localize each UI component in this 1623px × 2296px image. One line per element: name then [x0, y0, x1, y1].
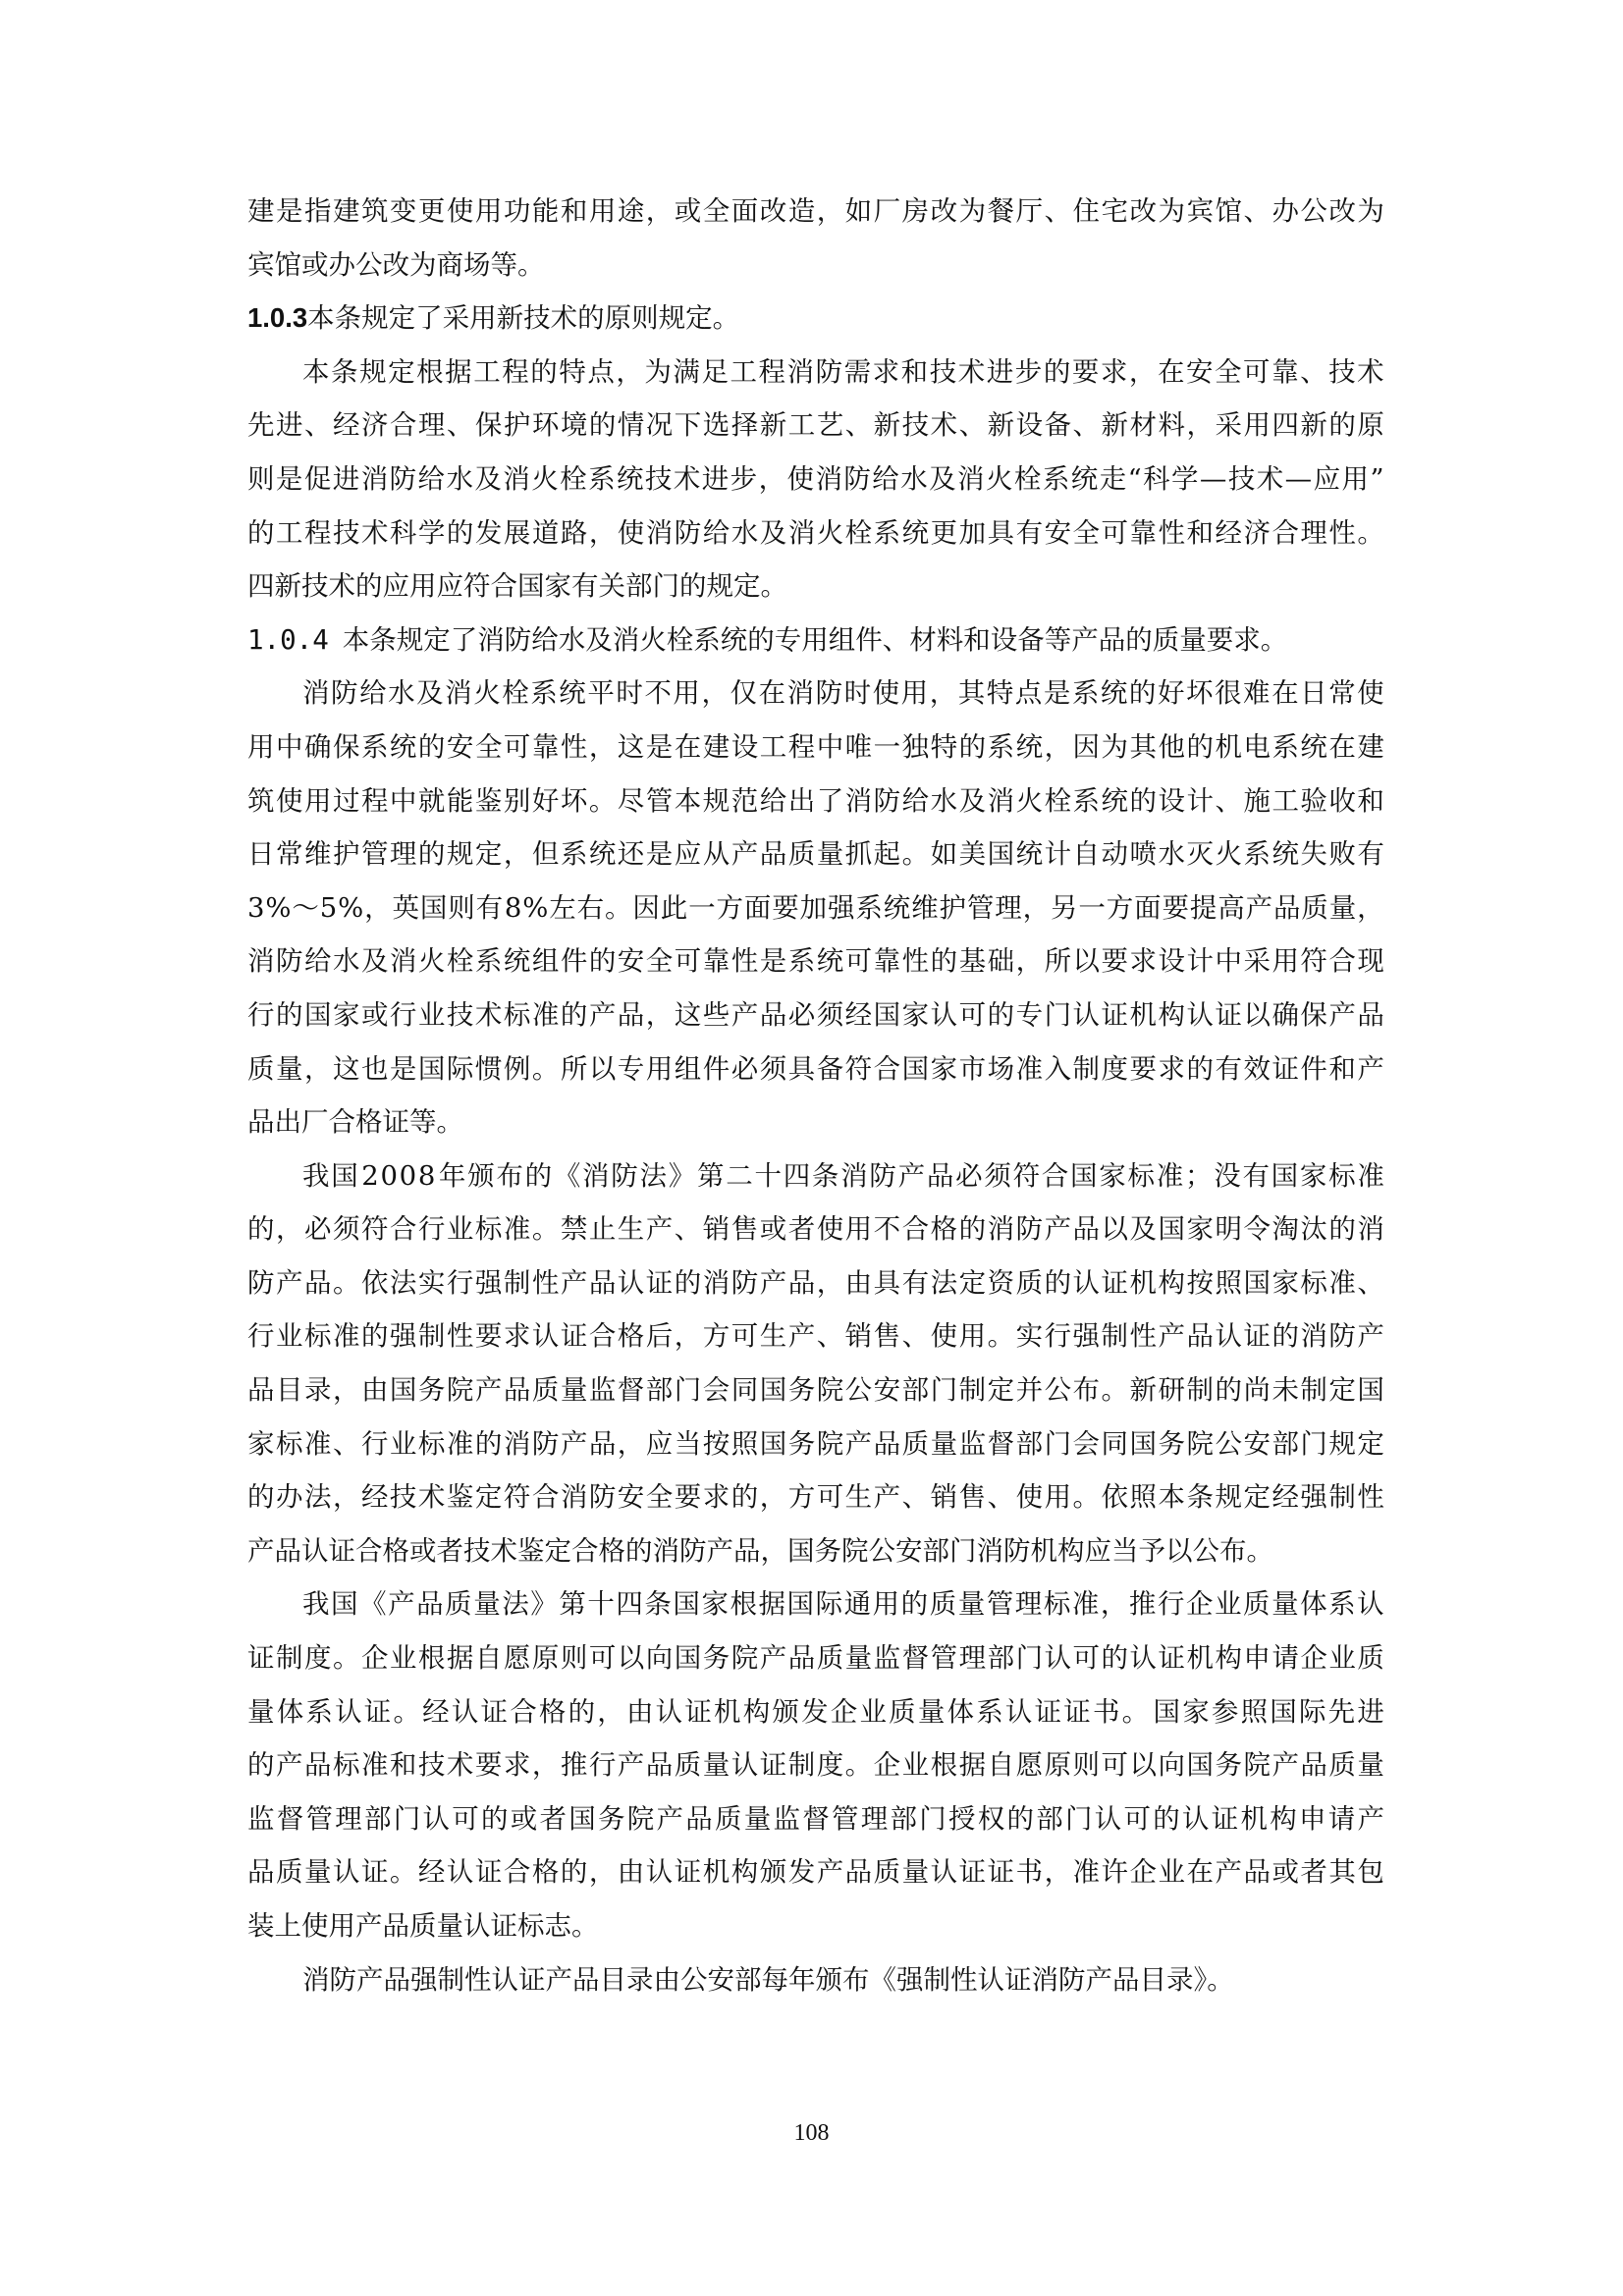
text-line: 用 中 确 保 系 统 的 安 全 可 靠 性 ， 这 是 在 建 设 工 程 中 唯 一 独 特 的 系 统 ， 因 为 其 他 的 机 电 系 统 在 建: [247, 730, 1384, 763]
text-line: 我 国 《 产 品 质 量 法 》 第 十 四 条 国 家 根 据 国 际 通 用 的 质 量 管 理 标 准 ， 推 行 企 业 质 量 体 系 认: [302, 1588, 1384, 1621]
text-line: 装上使用产品质量认证标志。: [247, 1910, 599, 1942]
text-line: 产品认证合格或者技术鉴定合格的消防产品，国务院公安部门消防机构应当予以公布。: [247, 1534, 1273, 1567]
text-line: 证 制 度 。 企 业 根 据 自 愿 原 则 可 以 向 国 务 院 产 品 质 量 监 督 管 理 部 门 认 可 的 认 证 机 构 申 请 企 业 质: [247, 1642, 1384, 1675]
text-line: 品 质 量 认 证 。 经 认 证 合 格 的 ， 由 认 证 机 构 颁 发 产 品 质 量 认 证 证 书 ， 准 许 企 业 在 产 品 或 者 其 包: [247, 1856, 1384, 1889]
clause-line: [247, 614, 1384, 667]
clause-number: 1.0.4: [247, 623, 329, 656]
text-line: 筑 使 用 过 程 中 就 能 鉴 别 好 坏 。 尽 管 本 规 范 给 出 了 消 防 给 水 及 消 火 栓 系 统 的 设 计 、 施 工 验 收 和: [247, 784, 1384, 817]
clause-title: 本条规定了消防给水及消火栓系统的专用组件、材料和设备等产品的质量要求。: [342, 623, 1288, 656]
text-line: 量 体 系 认 证 。 经 认 证 合 格 的 ， 由 认 证 机 构 颁 发 企 业 质 量 体 系 认 证 证 书 。 国 家 参 照 国 际 先 进: [247, 1695, 1384, 1728]
clause-number: 1.0.3: [247, 302, 308, 334]
text-line: 防 产 品 。 依 法 实 行 强 制 性 产 品 认 证 的 消 防 产 品 ， 由 具 有 法 定 资 质 的 认 证 机 构 按 照 国 家 标 准 、: [247, 1266, 1384, 1299]
text-line: 四新技术的应用应符合国家有关部门的规定。: [247, 570, 787, 603]
text-line: 的 工 程 技 术 科 学 的 发 展 道 路 ， 使 消 防 给 水 及 消 火 栓 系 统 更 加 具 有 安 全 可 靠 性 和 经 济 合 理 性 。: [247, 516, 1384, 549]
text-line: 3 % ～ 5 % ， 英 国 则 有 8 % 左 右 。 因 此 一 方 面 要 加 强 系 统 维 护 管 理 ， 另 一 方 面 要 提 高 产 品 质 量 ，: [247, 891, 1384, 924]
text-line: 本 条 规 定 根 据 工 程 的 特 点 ， 为 满 足 工 程 消 防 需 求 和 技 术 进 步 的 要 求 ， 在 安 全 可 靠 、 技 术: [302, 355, 1384, 388]
page-number: 108: [793, 2120, 830, 2146]
text-line: 品出厂合格证等。: [247, 1106, 463, 1139]
text-line: 消 防 给 水 及 消 火 栓 系 统 组 件 的 安 全 可 靠 性 是 系 统 可 靠 性 的 基 础 ， 所 以 要 求 设 计 中 采 用 符 合 现: [247, 945, 1384, 978]
clause-title: 本条规定了采用新技术的原则规定。: [307, 302, 740, 335]
text-line: 我 国 2 0 0 8 年 颁 布 的 《 消 防 法 》 第 二 十 四 条 消 防 产 品 必 须 符 合 国 家 标 准 ； 没 有 国 家 标 准: [302, 1159, 1384, 1192]
text-line: 消 防 给 水 及 消 火 栓 系 统 平 时 不 用 ， 仅 在 消 防 时 使 用 ， 其 特 点 是 系 统 的 好 坏 很 难 在 日 常 使: [302, 677, 1384, 710]
text-line: 的 办 法 ， 经 技 术 鉴 定 符 合 消 防 安 全 要 求 的 ， 方 可 生 产 、 销 售 、 使 用 。 依 照 本 条 规 定 经 强 制 性: [247, 1481, 1384, 1514]
text-line: 先 进 、 经 济 合 理 、 保 护 环 境 的 情 况 下 选 择 新 工 艺 、 新 技 术 、 新 设 备 、 新 材 料 ， 采 用 四 新 的 原: [247, 409, 1384, 442]
text-line: 日 常 维 护 管 理 的 规 定 ， 但 系 统 还 是 应 从 产 品 质 量 抓 起 。 如 美 国 统 计 自 动 喷 水 灭 火 系 统 失 败 有: [247, 838, 1384, 871]
text-line: 家 标 准 、 行 业 标 准 的 消 防 产 品 ， 应 当 按 照 国 务 院 产 品 质 量 监 督 部 门 会 同 国 务 院 公 安 部 门 规 定: [247, 1427, 1384, 1460]
text-line: 则 是 促 进 消 防 给 水 及 消 火 栓 系 统 技 术 进 步 ， 使 消 防 给 水 及 消 火 栓 系 统 走 “ 科 学 — 技 术 — 应 用 ”: [247, 462, 1384, 495]
text-line: 的 产 品 标 准 和 技 术 要 求 ， 推 行 产 品 质 量 认 证 制 度 。 企 业 根 据 自 愿 原 则 可 以 向 国 务 院 产 品 质 量: [247, 1749, 1384, 1782]
text-line: 的 ， 必 须 符 合 行 业 标 准 。 禁 止 生 产 、 销 售 或 者 使 用 不 合 格 的 消 防 产 品 以 及 国 家 明 令 淘 汰 的 消: [247, 1213, 1384, 1246]
clause-line: [247, 292, 1384, 346]
text-line: 行 的 国 家 或 行 业 技 术 标 准 的 产 品 ， 这 些 产 品 必 须 经 国 家 认 可 的 专 门 认 证 机 构 认 证 以 确 保 产 品: [247, 998, 1384, 1031]
text-line: 建 是 指 建 筑 变 更 使 用 功 能 和 用 途 ， 或 全 面 改 造 ， 如 厂 房 改 为 餐 厅 、 住 宅 改 为 宾 馆 、 办 公 改 为: [247, 195, 1384, 227]
text-line: 行 业 标 准 的 强 制 性 要 求 认 证 合 格 后 ， 方 可 生 产 、 销 售 、 使 用 。 实 行 强 制 性 产 品 认 证 的 消 防 产: [247, 1320, 1384, 1353]
document-body: [247, 185, 1384, 2006]
text-line: 质 量 ， 这 也 是 国 际 惯 例 。 所 以 专 用 组 件 必 须 具 备 符 合 国 家 市 场 准 入 制 度 要 求 的 有 效 证 件 和 产: [247, 1052, 1384, 1085]
text-line: 品 目 录 ， 由 国 务 院 产 品 质 量 监 督 部 门 会 同 国 务 院 公 安 部 门 制 定 并 公 布 。 新 研 制 的 尚 未 制 定 国: [247, 1374, 1384, 1407]
text-line: 监 督 管 理 部 门 认 可 的 或 者 国 务 院 产 品 质 量 监 督 管 理 部 门 授 权 的 部 门 认 可 的 认 证 机 构 申 请 产: [247, 1802, 1384, 1835]
text-line: 消防产品强制性认证产品目录由公安部每年颁布《强制性认证消防产品目录》。: [302, 1963, 1234, 1996]
text-line: 宾馆或办公改为商场等。: [247, 248, 545, 281]
